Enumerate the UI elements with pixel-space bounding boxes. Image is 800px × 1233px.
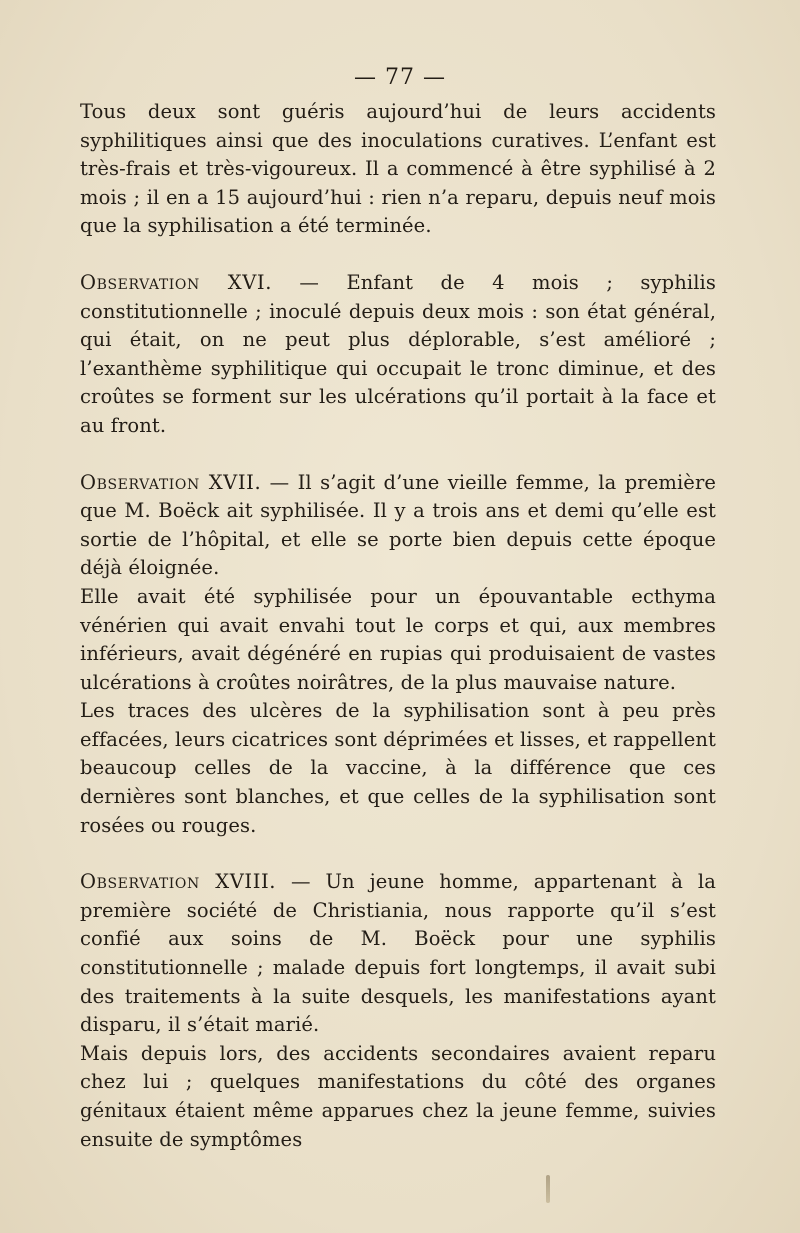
paragraph-text: Elle avait été syphilisée pour un épouvantable ecthyma vénérien qui avait envahi tout le corps et qui, aux membres inférieurs, avait dégénéré en rupias qui produisaient de vastes ulcérations à croûtes noirâtres, de la plus mauvaise nature. bbox=[80, 584, 716, 694]
observation-label: Observation XVIII. bbox=[80, 870, 277, 894]
observation-label: Observation XVII. bbox=[80, 470, 262, 494]
page-number: — 77 — bbox=[354, 65, 446, 90]
paragraph bbox=[80, 583, 716, 697]
observation-label: Observation XVI. bbox=[80, 270, 273, 294]
paragraph-observation-17 bbox=[80, 469, 716, 583]
paragraph-observation-18 bbox=[80, 868, 716, 1040]
paper-speck bbox=[546, 1175, 550, 1203]
paragraph-text: — Un jeune homme, appartenant à la première société de Christiania, nous rapporte qu’il s’est confié aux soins de M. Boëck pour une syphilis constitutionnelle ; malade depuis fort longtemps, il avait subi des traitements à la suite desquels, les manifestations ayant disparu, il s’était marié. bbox=[80, 870, 716, 1037]
paragraph bbox=[80, 697, 716, 840]
paragraph-text: Les traces des ulcères de la syphilisation sont à peu près effacées, leurs cicatrices sont déprimées et lisses, et rappellent beaucoup celles de la vaccine, à la différence que ces dernières sont blanches, et que celles de la syphilisation sont rosées ou rouges. bbox=[80, 699, 716, 837]
paragraph bbox=[80, 1040, 716, 1154]
paragraph-text: Mais depuis lors, des accidents secondaires avaient reparu chez lui ; quelques manifestations du côté des organes génitaux étaient même apparues chez la jeune femme, suivies ensuite de symptômes bbox=[80, 1041, 716, 1151]
paragraph-text: — Enfant de 4 mois ; syphilis constitutionnelle ; inoculé depuis deux mois : son état général, qui était, on ne peut plus déplorable, s’est amélioré ; l’exanthème syphilitique qui occupait le tronc diminue, et des croûtes se forment sur les ulcérations qu’il portait à la face et au front. bbox=[80, 270, 716, 437]
paragraph-text: Tous deux sont guéris aujourd’hui de leurs accidents syphilitiques ainsi que des inoculations curatives. L’enfant est très-frais et très-vigoureux. Il a commencé à être syphilisé à 2 mois ; il en a 15 aujourd’hui : rien n’a reparu, depuis neuf mois que la syphilisation a été terminée. bbox=[80, 100, 716, 238]
paragraph-continuation bbox=[80, 98, 716, 241]
paragraph-observation-16 bbox=[80, 269, 716, 441]
paragraph-text: — Il s’agit d’une vieille femme, la première que M. Boëck ait syphilisée. Il y a trois ans et demi qu’elle est sortie de l’hôpital, et elle se porte bien depuis cette époque déjà éloignée. bbox=[80, 470, 717, 580]
body-text bbox=[80, 98, 716, 1154]
